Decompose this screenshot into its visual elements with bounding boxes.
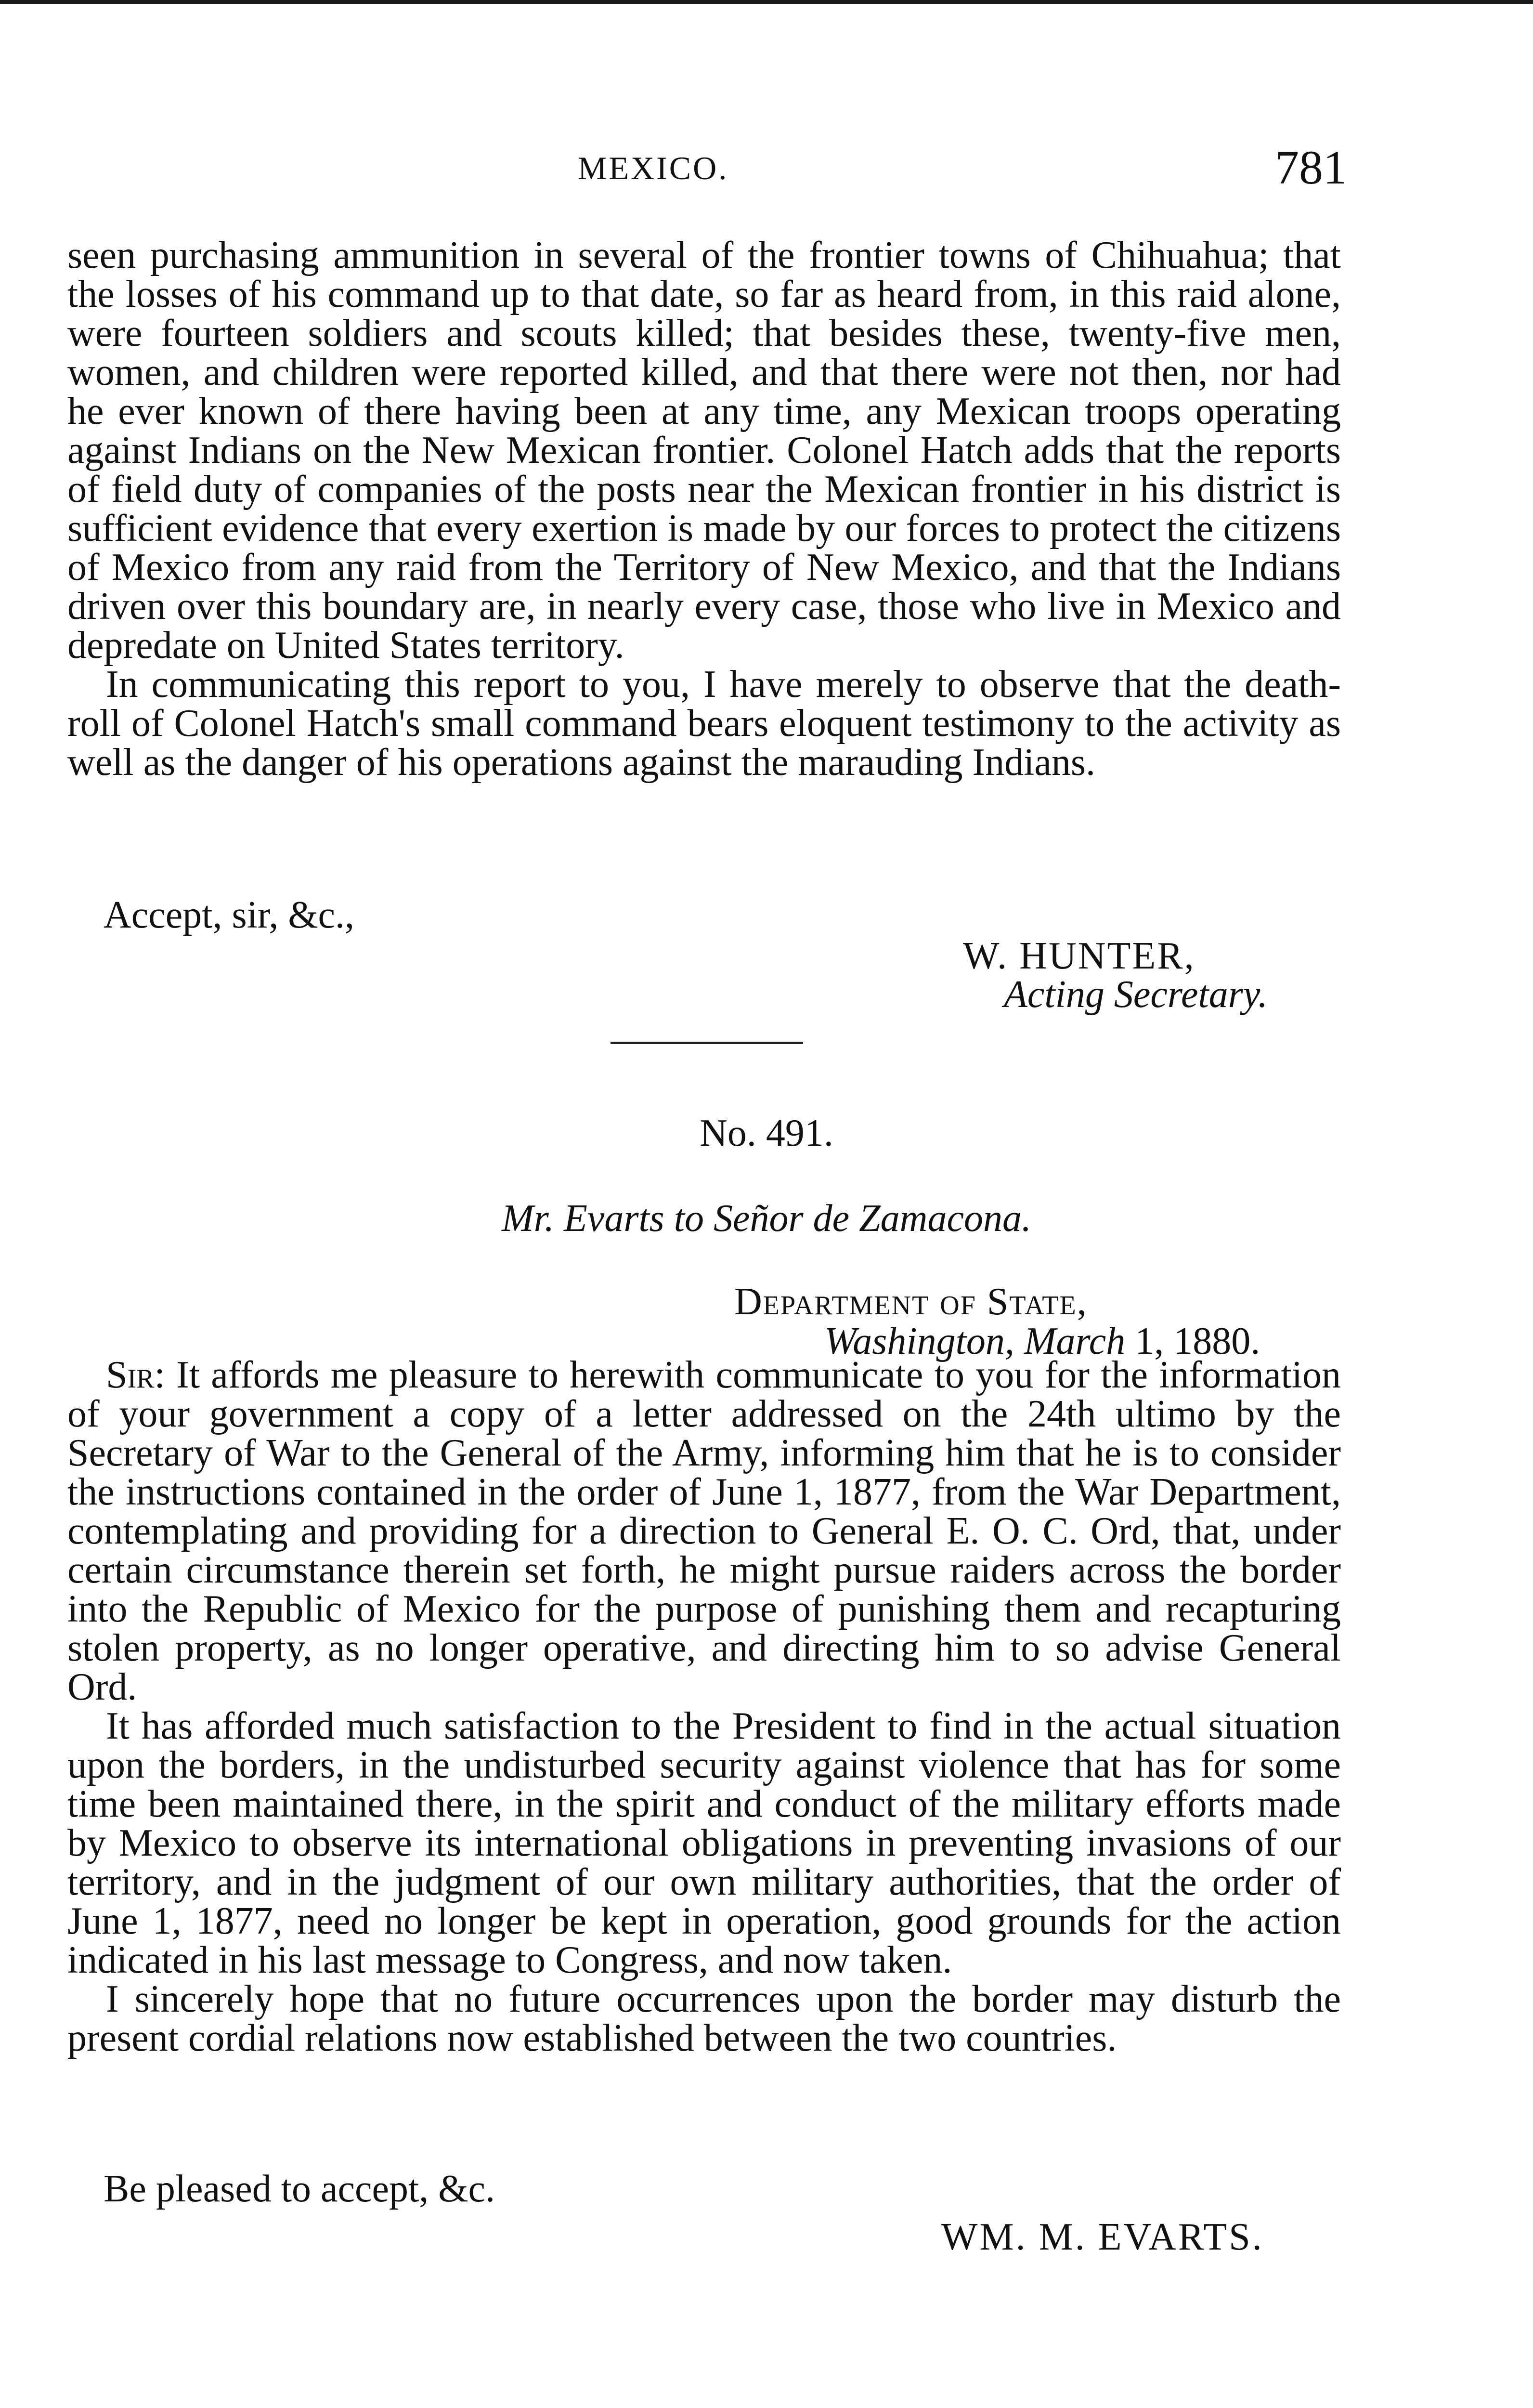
running-head: MEXICO. bbox=[578, 150, 729, 186]
letter1-paragraph-2: In communicating this report to you, I have merely to observe that the death-roll of Colonel Hatch's small command bears eloquent testimony to the activity as well as the danger of his operations against the marauding Indians. bbox=[67, 663, 1341, 784]
salutation: Sir: bbox=[106, 1354, 165, 1396]
letter2-closing: Be pleased to accept, &c. bbox=[104, 2168, 495, 2210]
letter1-signature-name: W. HUNTER, bbox=[963, 935, 1195, 977]
letter2-paragraph-1-text: It affords me pleasure to herewith communicate to you for the information of your government a copy of a letter addressed on the 24th ultimo by the Secretary of War to the General of the Army, informing him that he is to consider the instructions contained in the order of June 1, 1877, from the War Department, contemplating and providing for a direction to General E. O. C. Ord, that, under certain circumstance therein set forth, he might pursue raiders across the border into the Republic of Mexico for the purpose of punishing them and recapturing stolen property, as no longer operative, and directing him to so advise General Ord. bbox=[67, 1354, 1341, 1708]
page-number: 781 bbox=[1275, 141, 1347, 194]
letter1-signature-title: Acting Secretary. bbox=[1004, 973, 1268, 1016]
dateline-day-year: 1, 1880. bbox=[1135, 1320, 1260, 1362]
letter1-body bbox=[67, 236, 1341, 782]
letter2-paragraph-3: I sincerely hope that no future occurrences upon the border may disturb the present cordial relations now established between the two countries. bbox=[67, 1978, 1341, 2059]
letter2-paragraph-1 bbox=[67, 1356, 1341, 1707]
letter2-paragraph-2: It has afforded much satisfaction to the President to find in the actual situation upon the borders, in the undisturbed security against violence that has for some time been maintained there, in the spirit and conduct of the military efforts made by Mexico to observe its international obligations in preventing invasions of our territory, and in the judgment of our own military authorities, that the order of June 1, 1877, need no longer be kept in operation, good grounds for the action indicated in his last message to Congress, and now taken. bbox=[67, 1705, 1341, 1981]
letter2-heading: Mr. Evarts to Señor de Zamacona. bbox=[502, 1197, 1031, 1240]
letter2-signature-name: WM. M. EVARTS. bbox=[941, 2216, 1264, 2258]
document-number: No. 491. bbox=[700, 1112, 833, 1154]
letter2-body bbox=[67, 1356, 1341, 2058]
section-divider bbox=[611, 1042, 803, 1044]
letter1-closing: Accept, sir, &c., bbox=[104, 894, 355, 936]
top-edge-rule bbox=[0, 0, 1533, 4]
dateline-department: Department of State, bbox=[734, 1281, 1088, 1323]
dateline-place: Washington, March bbox=[824, 1320, 1126, 1362]
letter1-paragraph-1: seen purchasing ammunition in several of the frontier towns of Chihuahua; that the losses of his command up to that date, so far as heard from, in this raid alone, were fourteen soldiers and scouts killed; that besides these, twenty-five men, women, and children were reported killed, and that there were not then, nor had he ever known of there having been at any time, any Mexican troops operating against Indians on the New Mexican frontier. Colonel Hatch adds that the reports of field duty of companies of the posts near the Mexican frontier in his district is sufficient evidence that every exertion is made by our forces to protect the citizens of Mexico from any raid from the Territory of New Mexico, and that the Indians driven over this boundary are, in nearly every case, those who live in Mexico and depredate on United States territory. bbox=[67, 234, 1341, 667]
